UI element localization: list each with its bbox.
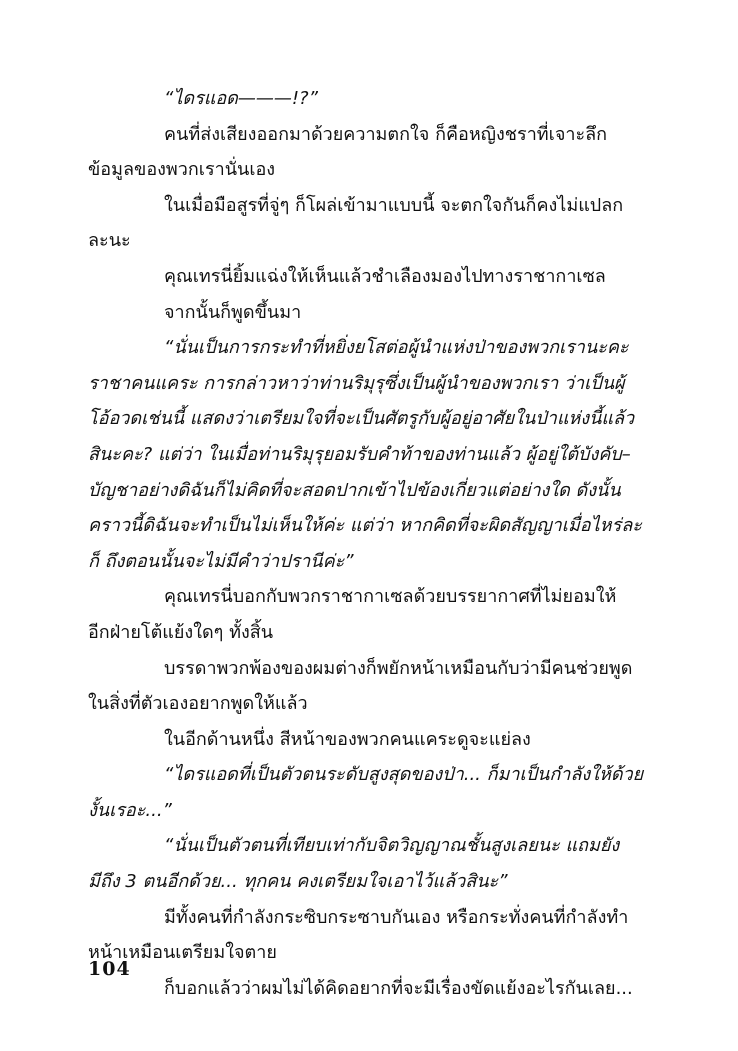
text-line: “ไดรแอด———!?” bbox=[164, 88, 318, 109]
text-line: บรรดาพวกพ้องของผมต่างก็พยักหน้าเหมือนกับว่ามีคนช่วยพูด bbox=[164, 657, 633, 679]
text-line: ละนะ bbox=[88, 230, 131, 252]
text-line: ข้อมูลของพวกเรานั่นเอง bbox=[88, 159, 276, 181]
text-line: หน้าเหมือนเตรียมใจตาย bbox=[88, 942, 277, 964]
text-line: มีทั้งคนที่กำลังกระซิบกระซาบกันเอง หรือกระทั่งคนที่กำลังทำ bbox=[164, 906, 629, 928]
text-line: ในสิ่งที่ตัวเองอยากพูดให้แล้ว bbox=[88, 693, 308, 715]
text-line: อีกฝ่ายโต้แย้งใดๆ ทั้งสิ้น bbox=[88, 621, 274, 643]
text-line: “นั่นเป็นตัวตนที่เทียบเท่ากับจิตวิญญาณชั้นสูงเลยนะ แถมยัง bbox=[164, 835, 620, 857]
text-line: ราชาคนแคระ การกล่าวหาว่าท่านริมุรุซึ่งเป็นผู้นำของพวกเรา ว่าเป็นผู้ bbox=[88, 372, 625, 394]
text-line: มีถึง 3 ตนอีกด้วย... ทุกคน คงเตรียมใจเอาไว้แล้วสินะ” bbox=[88, 871, 508, 893]
text-line: งั้นเรอะ...” bbox=[88, 799, 172, 821]
text-line: คุณเทรนี่บอกกับพวกราชากาเซลด้วยบรรยากาศที่ไม่ยอมให้ bbox=[164, 586, 617, 608]
body-text bbox=[88, 81, 654, 1006]
text-line: “ไดรแอดที่เป็นตัวตนระดับสูงสุดของป่า... ก็มาเป็นกำลังให้ด้วย bbox=[164, 764, 644, 786]
text-line: คุณเทรนี่ยิ้มแฉ่งให้เห็นแล้วชำเลืองมองไปทางราชากาเซล bbox=[164, 265, 606, 287]
text-line: ในเมื่อมือสูรที่จู่ๆ ก็โผล่เข้ามาแบบนี้ จะตกใจกันก็คงไม่แปลก bbox=[164, 194, 624, 216]
text-line: ก็บอกแล้วว่าผมไม่ได้คิดอยากที่จะมีเรื่องขัดแย้งอะไรกันเลย... bbox=[164, 977, 633, 999]
text-line: คราวนี้ดิฉันจะทำเป็นไม่เห็นให้ค่ะ แต่ว่า หากคิดที่จะผิดสัญญาเมื่อไหร่ละ bbox=[88, 515, 642, 537]
text-line: จากนั้นก็พูดขึ้นมา bbox=[164, 301, 302, 323]
text-line: ก็ ถึงตอนนั้นจะไม่มีคำว่าปรานีค่ะ” bbox=[88, 550, 354, 572]
page-number: 104 bbox=[88, 958, 131, 980]
text-line: สินะคะ? แต่ว่า ในเมื่อท่านริมุรุยอมรับคำท้าของท่านแล้ว ผู้อยู่ใต้บังคับ– bbox=[88, 443, 631, 465]
text-line: คนที่ส่งเสียงออกมาด้วยความตกใจ ก็คือหญิงชราที่เจาะลึก bbox=[164, 123, 608, 145]
text-line: “นั่นเป็นการกระทำที่หยิ่งยโสต่อผู้นำแห่งป่าของพวกเรานะคะ bbox=[164, 337, 629, 359]
text-line: โอ้อวดเช่นนี้ แสดงว่าเตรียมใจที่จะเป็นศัตรูกับผู้อยู่อาศัยในป่าแห่งนี้แล้ว bbox=[88, 408, 635, 430]
text-line: ในอีกด้านหนึ่ง สีหน้าของพวกคนแคระดูจะแย่ลง bbox=[164, 728, 531, 750]
text-line: บัญชาอย่างดิฉันก็ไม่คิดที่จะสอดปากเข้าไปข้องเกี่ยวแต่อย่างใด ดังนั้น bbox=[88, 479, 621, 501]
